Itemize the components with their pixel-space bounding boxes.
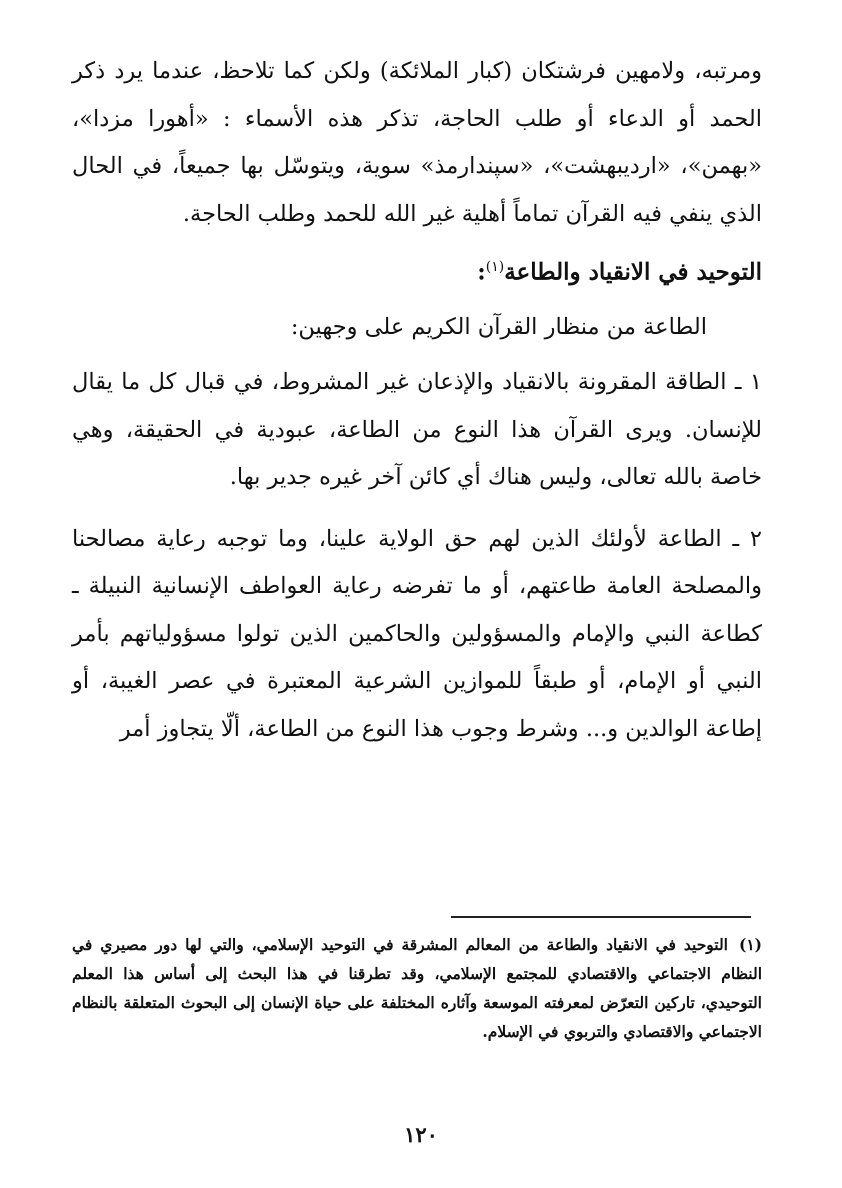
opening-paragraph: ومرتبه، ولامهين فرشتكان (كبار الملائكة) ولكن كما تلاحظ، عندما يرد ذكر الحمد أو الدعاء أو طلب الحاجة، تذكر هذه الأسماء : «أهورا مزدا»، «بهمن»، «ارديبهشت»، «سپندارمذ» سوية، ويتوسّل بها جميعاً، في الحال الذي ينفي فيه القرآن تماماً أهلية غير الله للحمد وطلب الحاجة. — [72, 58, 762, 227]
footnote-marker: (١) — [738, 935, 762, 954]
footnote — [72, 930, 762, 1046]
footnote-text: التوحيد في الانقياد والطاعة من المعالم المشرقة في التوحيد الإسلامي، والتي لها دور مصيري في النظام الاجتماعي والاقتصادي للمجتمع الإسلامي، وقد تطرقنا في هذا البحث إلى أساس هذا المعلم التوحيدي، تاركين التعرّض لمعرفته الموسعة وآثاره المختلفة على حياة الإنسان إلى البحوث المتعلقة بالنظام الاجتماعي والاقتصادي والتربوي في الإسلام. — [72, 935, 762, 1041]
page-number: ١٢٠ — [404, 1122, 438, 1147]
section-heading-colon: : — [477, 258, 486, 286]
intro-line: الطاعة من منظار القرآن الكريم على وجهين: — [290, 313, 707, 340]
point-2-paragraph: ٢ ـ الطاعة لأولئك الذين لهم حق الولاية علينا، وما توجبه رعاية مصالحنا والمصلحة العامة طاعتهم، أو ما تفرضه رعاية العواطف الإنسانية النبيلة ـ كطاعة النبي والإمام والمسؤولين والحاكمين الذين تولوا مسؤولياتهم بأمر النبي أو الإمام، أو طبقاً للموازين الشرعية المعتبرة في عصر الغيبة، أو إطاعة الوالدين و... وشرط وجوب هذا النوع من الطاعة، ألّا يتجاوز أمر — [72, 525, 762, 742]
section-heading-text: التوحيد في الانقياد والطاعة — [504, 258, 762, 286]
footnote-divider — [451, 916, 751, 918]
section-heading — [72, 242, 762, 298]
page-body — [72, 48, 762, 753]
point-1-paragraph: ١ ـ الطاقة المقرونة بالانقياد والإذعان غير المشروط، في قبال كل ما يقال للإنسان. ويرى القرآن هذا النوع من الطاعة، عبودية في الحقيقة، وهي خاصة بالله تعالى، وليس هناك أي كائن آخر غيره جدير بها. — [72, 369, 762, 491]
footnote-reference: (١) — [485, 259, 505, 275]
